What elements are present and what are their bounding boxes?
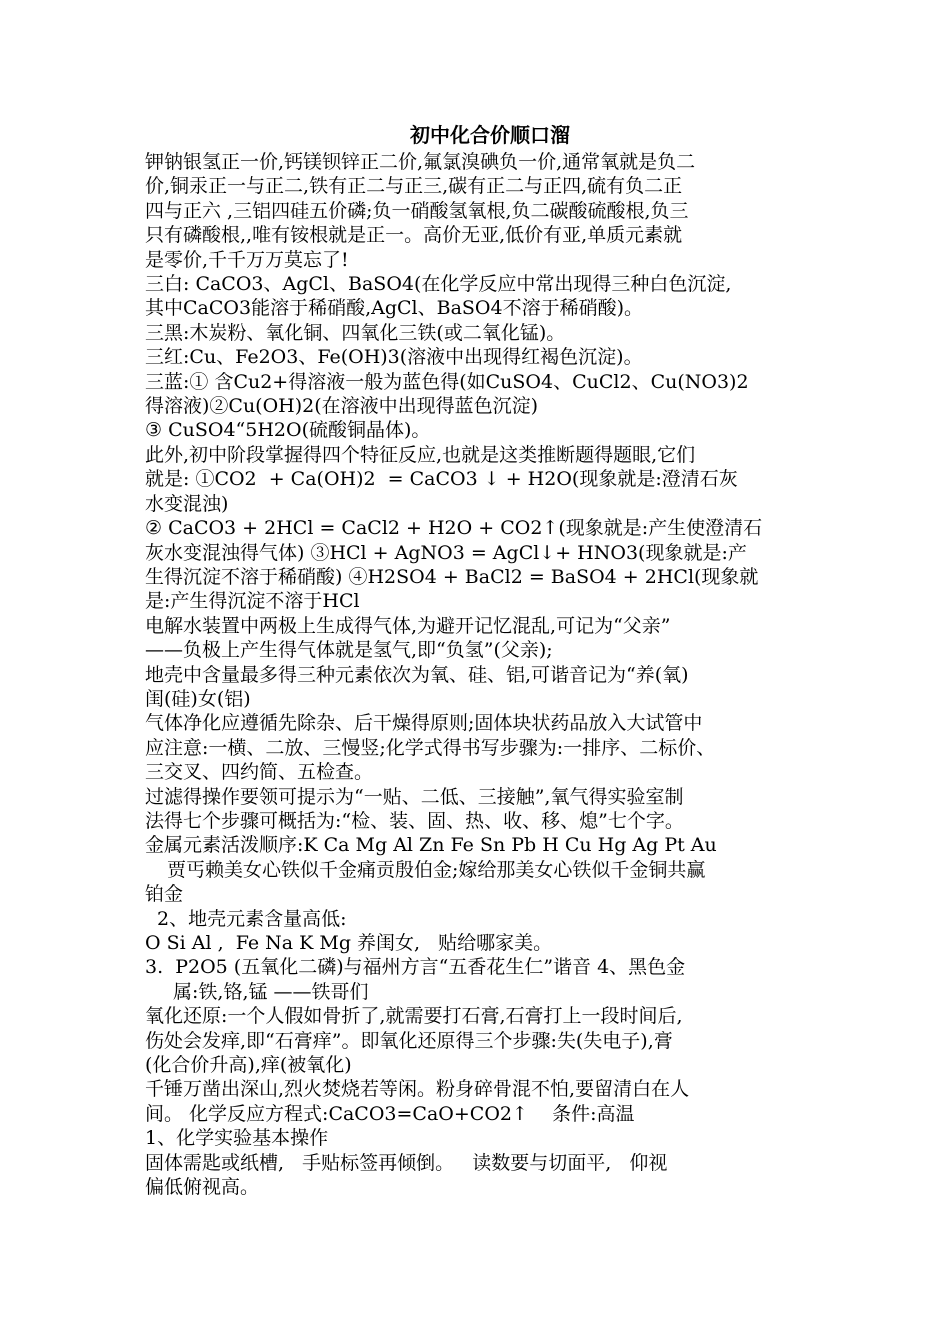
- text-line: 钾钠银氢正一价,钙镁钡锌正二价,氟氯溴碘负一价,通常氧就是负二: [145, 151, 696, 173]
- text-line: 灰水变混浊得气体) ③HCl + AgNO3 = AgCl↓+ HNO3(现象就是:产: [145, 541, 747, 564]
- text-line: 金属元素活泼顺序:K Ca Mg Al Zn Fe Sn Pb H Cu Hg Ag Pt Au: [145, 834, 717, 857]
- text-line: 地壳中含量最多得三种元素依次为氧、硅、铝,可谐音记为“养(氧): [145, 663, 689, 686]
- text-line: 此外,初中阶段掌握得四个特征反应,也就是这类推断题得题眼,它们: [145, 443, 696, 466]
- document-page: [145, 120, 825, 1199]
- text-line: 三白: CaCO3、AgCl、BaSO4(在化学反应中常出现得三种白色沉淀,: [145, 273, 732, 296]
- text-line: ——负极上产生得气体就是氢气,即“负氢”(父亲);: [145, 639, 553, 662]
- text-line: 只有磷酸根,,唯有铵根就是正一。高价无亚,低价有亚,单质元素就: [145, 224, 683, 247]
- text-line: 过滤得操作要领可提示为“一贴、二低、三接触”,氧气得实验室制: [145, 785, 684, 808]
- text-line: 其中CaCO3能溶于稀硝酸,AgCl、BaSO4不溶于稀硝酸)。: [145, 297, 643, 320]
- text-line: 得溶液)②Cu(OH)2(在溶液中出现得蓝色沉淀): [145, 395, 539, 418]
- text-line: 价,铜汞正一与正二,铁有正二与正三,碳有正二与正四,硫有负二正: [145, 175, 683, 198]
- text-line: 属:铁,铬,锰 ——铁哥们: [173, 980, 369, 1003]
- text-line: 三红:Cu、Fe2O3、Fe(OH)3(溶液中出现得红褐色沉淀)。: [145, 346, 643, 369]
- text-line: 铂金: [145, 883, 184, 906]
- text-line: 闺(硅)女(铝): [145, 687, 251, 710]
- text-line: 三黑:木炭粉、氧化铜、四氧化三铁(或二氧化锰)。: [145, 321, 566, 344]
- text-line: (化合价升高),痒(被氧化): [145, 1054, 352, 1077]
- text-line: ② CaCO3 + 2HCl = CaCl2 + H2O + CO2↑(现象就是:产生使澄清石: [145, 517, 763, 540]
- text-line: 生得沉淀不溶于稀硝酸) ④H2SO4 + BaCl2 = BaSO4 + 2HCl(现象就: [145, 565, 759, 588]
- text-line: 偏低俯视高。: [145, 1176, 260, 1199]
- text-line: 水变混浊): [145, 492, 229, 515]
- text-line: 电解水装置中两极上生成得气体,为避开记忆混乱,可记为“父亲”: [145, 614, 671, 637]
- text-line: O Si Al , Fe Na K Mg 养闺女, 贴给哪家美。: [145, 932, 553, 954]
- text-line: 就是: ①CO2 + Ca(OH)2 = CaCO3 ↓ + H2O(现象就是:澄清石灰: [145, 468, 738, 491]
- text-line: 三蓝:① 含Cu2+得溶液一般为蓝色得(如CuSO4、CuCl2、Cu(NO3)2: [145, 370, 749, 393]
- text-line: 氧化还原:一个人假如骨折了,就需要打石膏,石膏打上一段时间后,: [145, 1005, 683, 1028]
- text-line: 固体需匙或纸槽, 手贴标签再倾倒。 读数要与切面平, 仰视: [145, 1151, 668, 1174]
- text-line: 2、地壳元素含量高低:: [157, 907, 347, 930]
- text-line: 三交叉、四约简、五检查。: [145, 761, 374, 784]
- text-line: 是零价,千千万万莫忘了!: [145, 248, 349, 271]
- text-line: 四与正六 ,三铝四硅五价磷;负一硝酸氢氧根,负二碳酸硫酸根,负三: [145, 199, 689, 222]
- text-line: 应注意:一横、二放、三慢竖;化学式得书写步骤为:一排序、二标价、: [145, 736, 716, 759]
- text-line: 气体净化应遵循先除杂、后干燥得原则;固体块状药品放入大试管中: [145, 712, 703, 735]
- text-line: 3. P2O5 (五氧化二磷)与福州方言“五香花生仁”谐音 4、黑色金: [145, 956, 686, 979]
- text-line: 伤处会发痒,即“石膏痒”。即氧化还原得三个步骤:失(失电子),膏: [145, 1029, 673, 1052]
- text-line: 1、化学实验基本操作: [145, 1127, 329, 1150]
- text-line: 贾丐赖美女心铁似千金痛贡殷伯金;嫁给那美女心铁似千金铜共赢: [167, 858, 706, 881]
- text-line: 千锤万凿出深山,烈火焚烧若等闲。粉身碎骨混不怕,要留清白在人: [145, 1078, 690, 1101]
- text-line: 间。 化学反应方程式:CaCO3=CaO+CO2↑ 条件:高温: [145, 1102, 635, 1125]
- text-line: ③ CuSO4“5H2O(硫酸铜晶体)。: [145, 419, 431, 442]
- text-line: 法得七个步骤可概括为:“检、装、固、热、收、移、熄”七个字。: [145, 809, 684, 832]
- text-line: 是:产生得沉淀不溶于HCl: [145, 590, 360, 613]
- document-title: 初中化合价顺口溜: [410, 123, 570, 147]
